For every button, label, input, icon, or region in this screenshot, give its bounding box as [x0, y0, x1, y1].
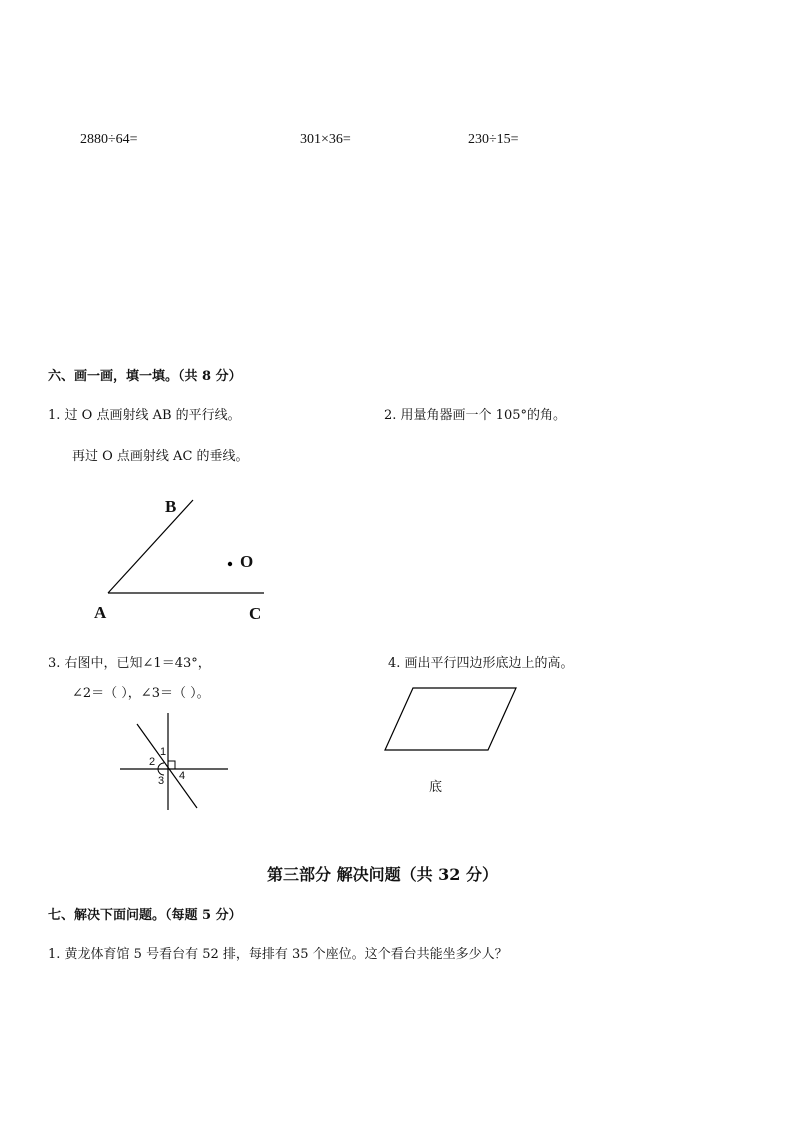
q1-line1: 1. 过 O 点画射线 AB 的平行线。: [48, 408, 241, 423]
q2-text: 2. 用量角器画一个 105°的角。: [384, 408, 566, 423]
calc-item-2: 301×36=: [300, 132, 351, 147]
angle-label-2: 2: [149, 756, 156, 768]
angle-label-3: 3: [158, 775, 165, 787]
label-b: B: [165, 497, 177, 516]
angle-label-4: 4: [179, 770, 186, 782]
part3-title: 第三部分 解决问题（共 32 分）: [267, 865, 498, 884]
section7-title: 七、解决下面问题。（每题 5 分）: [48, 908, 242, 923]
q3-line1: 3. 右图中，已知∠1＝43°，: [48, 656, 211, 671]
angle-label-1: 1: [160, 746, 167, 758]
q4-text: 4. 画出平行四边形底边上的高。: [388, 656, 574, 671]
section6-title: 六、画一画，填一填。（共 8 分）: [48, 369, 242, 384]
calc-item-3: 230÷15=: [468, 132, 519, 147]
parallelogram: [385, 688, 516, 750]
q3-line2: ∠2＝（ ），∠3＝（ ）。: [72, 686, 210, 701]
base-label: 底: [429, 780, 443, 795]
s7-q1-text: 1. 黄龙体育馆 5 号看台有 52 排，每排有 35 个座位。这个看台共能坐多少人？: [48, 947, 508, 962]
calc-item-1: 2880÷64=: [80, 132, 138, 147]
label-o: O: [240, 552, 254, 571]
label-a: A: [94, 603, 107, 622]
q1-line2: 再过 O 点画射线 AC 的垂线。: [72, 449, 249, 464]
label-c: C: [249, 604, 262, 623]
